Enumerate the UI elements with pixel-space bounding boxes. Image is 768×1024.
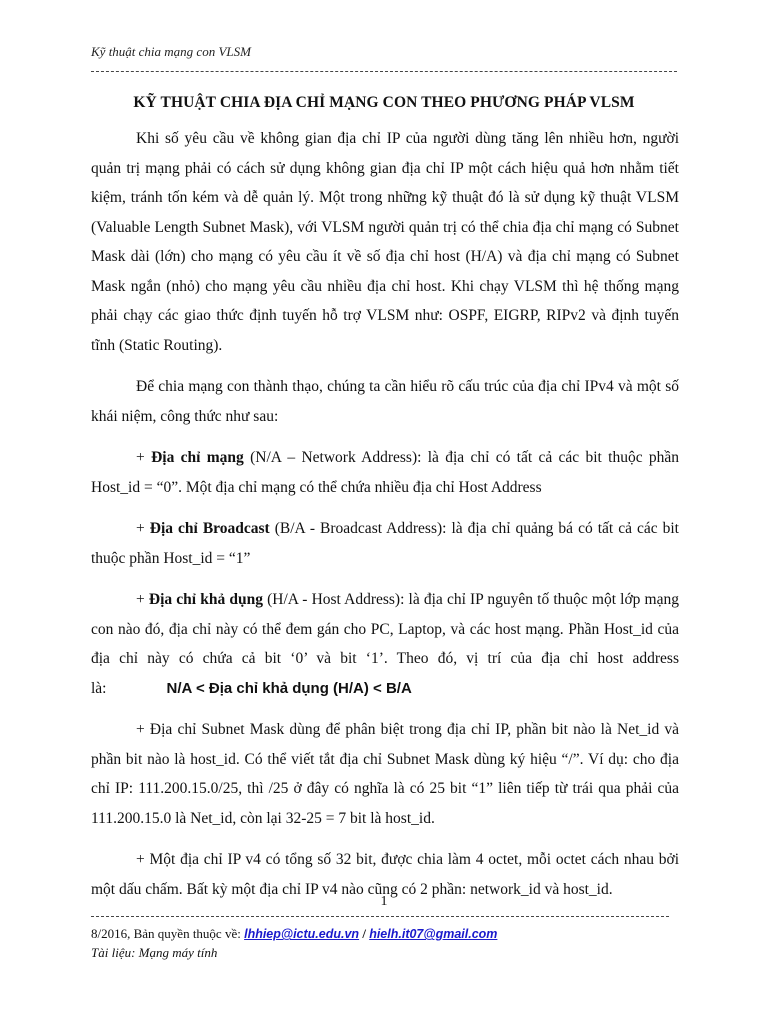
bullet-prefix: + bbox=[136, 591, 149, 608]
host-address-text: (H/A - Host Address): là địa chỉ IP nguyên tố thuộc một lớp mạng con nào đó, địa chỉ này có thể đem gán cho PC, Laptop, và các host mạng. Phần Host_id của địa chỉ này có chứa cả bit ‘0’ và bit ‘1’. Theo đó, vị trí của địa chỉ host address là: bbox=[91, 591, 679, 697]
header-divider bbox=[91, 71, 677, 72]
bullet-prefix: + bbox=[136, 520, 150, 537]
email-link-ictu[interactable]: lhhiep@ictu.edu.vn bbox=[244, 927, 360, 941]
host-address-paragraph bbox=[91, 585, 679, 703]
document-title: KỸ THUẬT CHIA ĐỊA CHỈ MẠNG CON THEO PHƯƠNG PHÁP VLSM bbox=[133, 94, 635, 111]
broadcast-address-text: (B/A - Broadcast Address): là địa chỉ quảng bá có tất cả các bit thuộc phần Host_id = “1” bbox=[91, 520, 679, 567]
network-address-text: (N/A – Network Address): là địa chỉ có tất cả các bit thuộc phần Host_id = “0”. Một địa chỉ mạng có thể chứa nhiều địa chỉ Host Address bbox=[91, 449, 680, 496]
concepts-paragraph: Để chia mạng con thành thạo, chúng ta cần hiểu rõ cấu trúc của địa chỉ IPv4 và một số khái niệm, công thức như sau: bbox=[91, 378, 679, 425]
footer-copyright bbox=[91, 926, 681, 942]
network-address-paragraph bbox=[91, 443, 679, 502]
running-header: Kỹ thuật chia mạng con VLSM bbox=[91, 44, 251, 59]
broadcast-address-paragraph bbox=[91, 514, 679, 573]
ipv4-paragraph: + Một địa chỉ IP v4 có tổng số 32 bit, được chia làm 4 octet, mỗi octet cách nhau bởi một dấu chấm. Bất kỳ một địa chỉ IP v4 nào cũng có 2 phần: network_id và host_id. bbox=[91, 851, 679, 898]
subnet-mask-paragraph: + Địa chỉ Subnet Mask dùng để phân biệt trong địa chỉ IP, phần bit nào là Net_id và phần bit nào là host_id. Có thể viết tắt địa chỉ Subnet Mask dùng ký hiệu “/”. Ví dụ: cho địa chỉ IP: 111.200.15.0/25, thì /25 ở đây có nghĩa là có 25 bit “1” liên tiếp từ trái qua phải của 111.200.15.0 là Net_id, còn lại 32-25 = 7 bit là host_id. bbox=[91, 721, 679, 827]
host-address-formula: N/A < Địa chỉ khả dụng (H/A) < B/A bbox=[166, 679, 412, 697]
footer-document-label: Tài liệu: Mạng máy tính bbox=[91, 945, 218, 960]
email-link-gmail[interactable]: hielh.it07@gmail.com bbox=[369, 927, 498, 941]
host-address-term: Địa chỉ khả dụng bbox=[148, 591, 263, 608]
broadcast-address-term: Địa chỉ Broadcast bbox=[149, 520, 270, 537]
email-separator: / bbox=[359, 926, 370, 941]
intro-paragraph: Khi số yêu cầu về không gian địa chỉ IP của người dùng tăng lên nhiều hơn, người quản trị mạng phải có cách sử dụng không gian địa chỉ IP một cách hiệu quả hơn nhằm tiết kiệm, tránh tốn kém và dễ quản lý. Một trong những kỹ thuật đó là sử dụng kỹ thuật VLSM (Valuable Length Subnet Mask), với VLSM người quản trị có thể chia địa chỉ mạng có Subnet Mask dài (lớn) cho mạng có yêu cầu ít về số địa chỉ host (H/A) và địa chỉ mạng có Subnet Mask ngắn (nhỏ) cho mạng yêu cầu nhiều địa chỉ host. Khi chạy VLSM thì hệ thống mạng phải chạy các giao thức định tuyến hỗ trợ VLSM như: OSPF, EIGRP, RIPv2 và định tuyến tĩnh (Static Routing). bbox=[91, 130, 679, 354]
copyright-text: 8/2016, Bản quyền thuộc về: bbox=[91, 926, 245, 941]
footer-divider bbox=[91, 916, 669, 917]
document-body bbox=[91, 124, 679, 904]
page-number: 1 bbox=[380, 894, 388, 909]
bullet-prefix: + bbox=[136, 449, 152, 466]
network-address-term: Địa chỉ mạng bbox=[151, 449, 244, 466]
